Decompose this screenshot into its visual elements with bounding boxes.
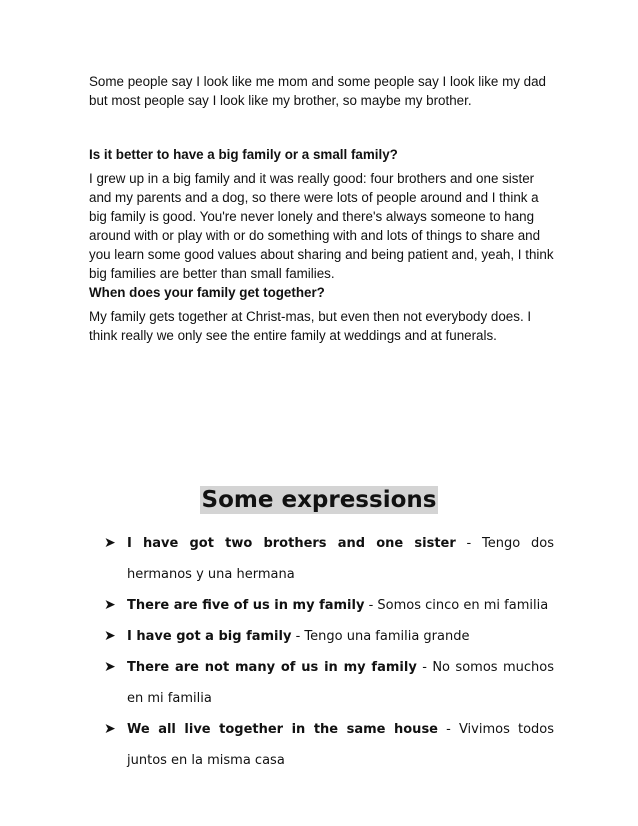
expression-spanish: Somos cinco en mi familia (377, 598, 549, 613)
list-item (104, 652, 554, 714)
expressions-list (104, 528, 554, 776)
arrowhead-bullet-icon: ➤ (104, 535, 116, 551)
expression-separator: - (416, 660, 433, 675)
expression-spanish: Vivimos todos juntos en la misma casa (127, 722, 554, 768)
section-title (0, 486, 638, 514)
expression-english: I have got a big family (127, 629, 292, 644)
arrowhead-bullet-icon: ➤ (104, 659, 116, 675)
question-heading: When does your family get together? (89, 285, 325, 300)
answer-paragraph: I grew up in a big family and it was really good: four brothers and one sister and my parents and a dog, so there were lots of people around and I think a big family is good. You're never lonely and there's always someone to hang around with or play with or do something with and lots of things to share and you learn some good values about sharing and being patient and, yeah, I think big families are better than small families. (89, 171, 554, 281)
question-heading: Is it better to have a big family or a small family? (89, 147, 398, 162)
expression-english: There are five of us in my family (127, 598, 365, 613)
list-item (104, 621, 554, 652)
arrowhead-bullet-icon: ➤ (104, 597, 116, 613)
intro-paragraph: Some people say I look like me mom and some people say I look like my dad but most people say I look like my brother, so maybe my brother. (89, 74, 546, 108)
arrowhead-bullet-icon: ➤ (104, 628, 116, 644)
list-item (104, 714, 554, 776)
arrowhead-bullet-icon: ➤ (104, 721, 116, 737)
expression-english: There are not many of us in my family (127, 660, 417, 675)
expression-separator: - (364, 598, 378, 613)
expression-separator: - (455, 536, 483, 551)
expression-separator: - (291, 629, 305, 644)
list-item (104, 528, 554, 590)
expression-english: I have got two brothers and one sister (127, 536, 456, 551)
list-item (104, 590, 554, 621)
answer-paragraph: My family gets together at Christ-mas, but even then not everybody does. I think really we only see the entire family at weddings and at funerals. (89, 309, 532, 343)
expression-spanish: Tengo dos hermanos y una hermana (127, 536, 554, 582)
expression-separator: - (438, 722, 459, 737)
expression-spanish: No somos muchos en mi familia (127, 660, 554, 706)
section-title-text: Some expressions (201, 487, 437, 513)
expression-english: We all live together in the same house (127, 722, 438, 737)
expression-spanish: Tengo una familia grande (304, 629, 470, 644)
